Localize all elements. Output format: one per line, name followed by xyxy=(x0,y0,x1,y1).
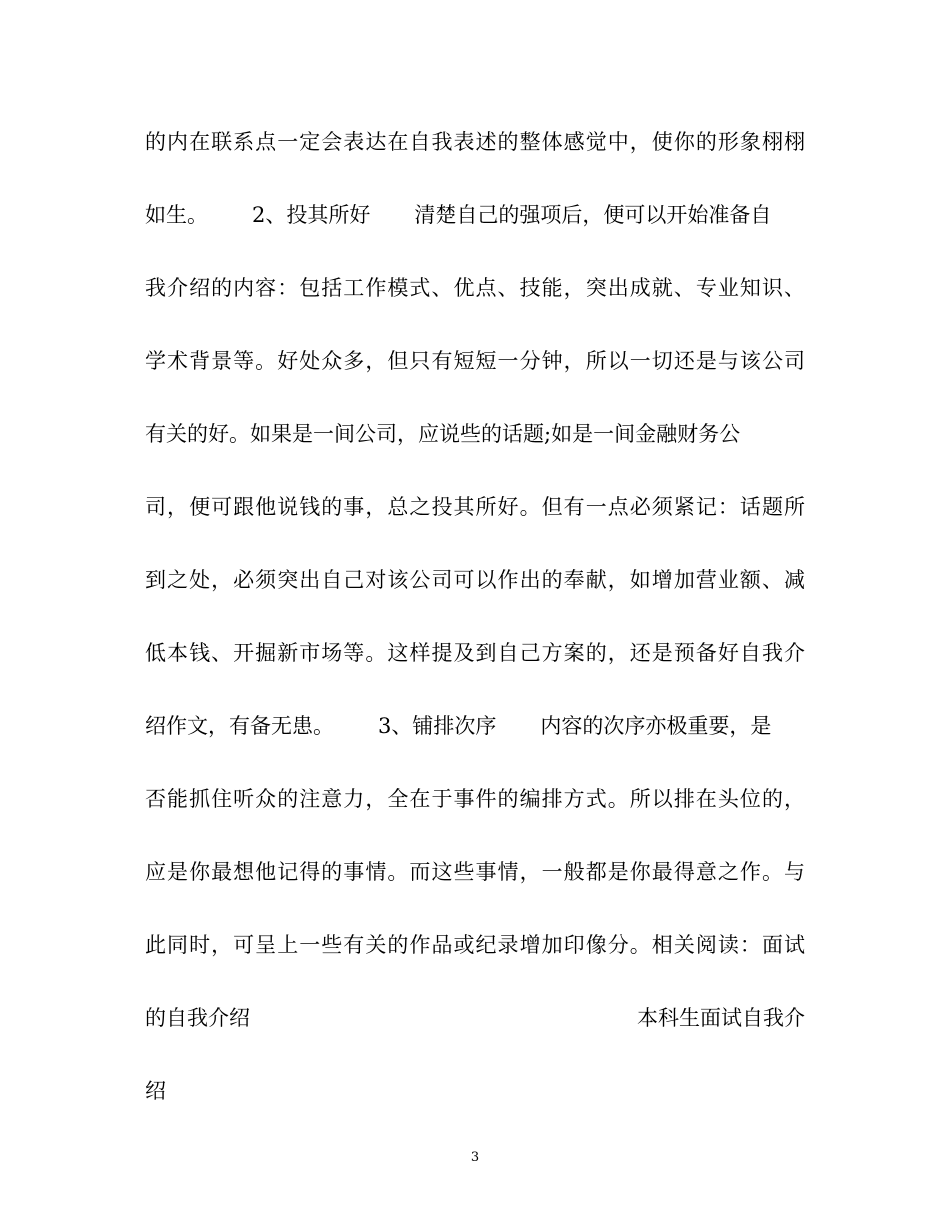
text-segment: 否能抓住听众的注意力，全在于事件的编排方式。所以排在头位的， xyxy=(145,787,805,811)
text-segment: 我介绍的内容：包括工作模式、优点、技能，突出成就、专业知识、 xyxy=(145,276,805,300)
text-segment: 此同时，可呈上一些有关的作品或纪录增加印像分。相关阅读：面试 xyxy=(145,933,805,957)
text-segment: 司，便可跟他说钱的事，总之投其所好。但有一点必须紧记：话题所 xyxy=(145,495,805,519)
section-heading: 3、铺排次序 xyxy=(378,714,497,738)
text-line xyxy=(145,274,805,302)
text-segment: 有关的好。如果是一间公司，应说些的话题;如是一间金融财务公 xyxy=(145,422,741,446)
text-segment: 低本钱、开掘新市场等。这样提及到自己方案的，还是预备好自我介 xyxy=(145,641,805,665)
text-segment: 应是你最想他记得的事情。而这些事情，一般都是你最得意之作。与 xyxy=(145,860,805,884)
page-number: 3 xyxy=(470,1150,480,1165)
text-line xyxy=(145,347,805,375)
text-line xyxy=(145,128,805,156)
text-segment: 内容的次序亦极重要，是 xyxy=(540,714,772,738)
related-link-text: 的自我介绍 xyxy=(145,1006,250,1030)
text-segment: 如生。 xyxy=(145,203,208,227)
text-line xyxy=(145,712,805,740)
text-segment: 学术背景等。好处众多，但只有短短一分钟，所以一切还是与该公司 xyxy=(145,349,805,373)
text-segment: 绍作文，有备无患。 xyxy=(145,714,334,738)
text-line xyxy=(145,785,805,813)
text-segment: 清楚自己的强项后，便可以开始准备自 xyxy=(414,203,772,227)
text-line xyxy=(145,420,805,448)
text-segment: 到之处，必须突出自己对该公司可以作出的奉献，如增加营业额、减 xyxy=(145,568,805,592)
text-line xyxy=(145,931,805,959)
text-line xyxy=(145,493,805,521)
text-segment: 绍 xyxy=(145,1079,166,1103)
text-line xyxy=(145,566,805,594)
text-segment: 的内在联系点一定会表达在自我表述的整体感觉中，使你的形象栩栩 xyxy=(145,130,805,154)
section-heading: 2、投其所好 xyxy=(252,203,371,227)
text-line xyxy=(145,858,805,886)
text-line xyxy=(145,639,805,667)
text-line xyxy=(145,201,805,229)
related-link-text: 本科生面试自我介 xyxy=(637,1006,805,1030)
text-line xyxy=(145,1077,805,1105)
